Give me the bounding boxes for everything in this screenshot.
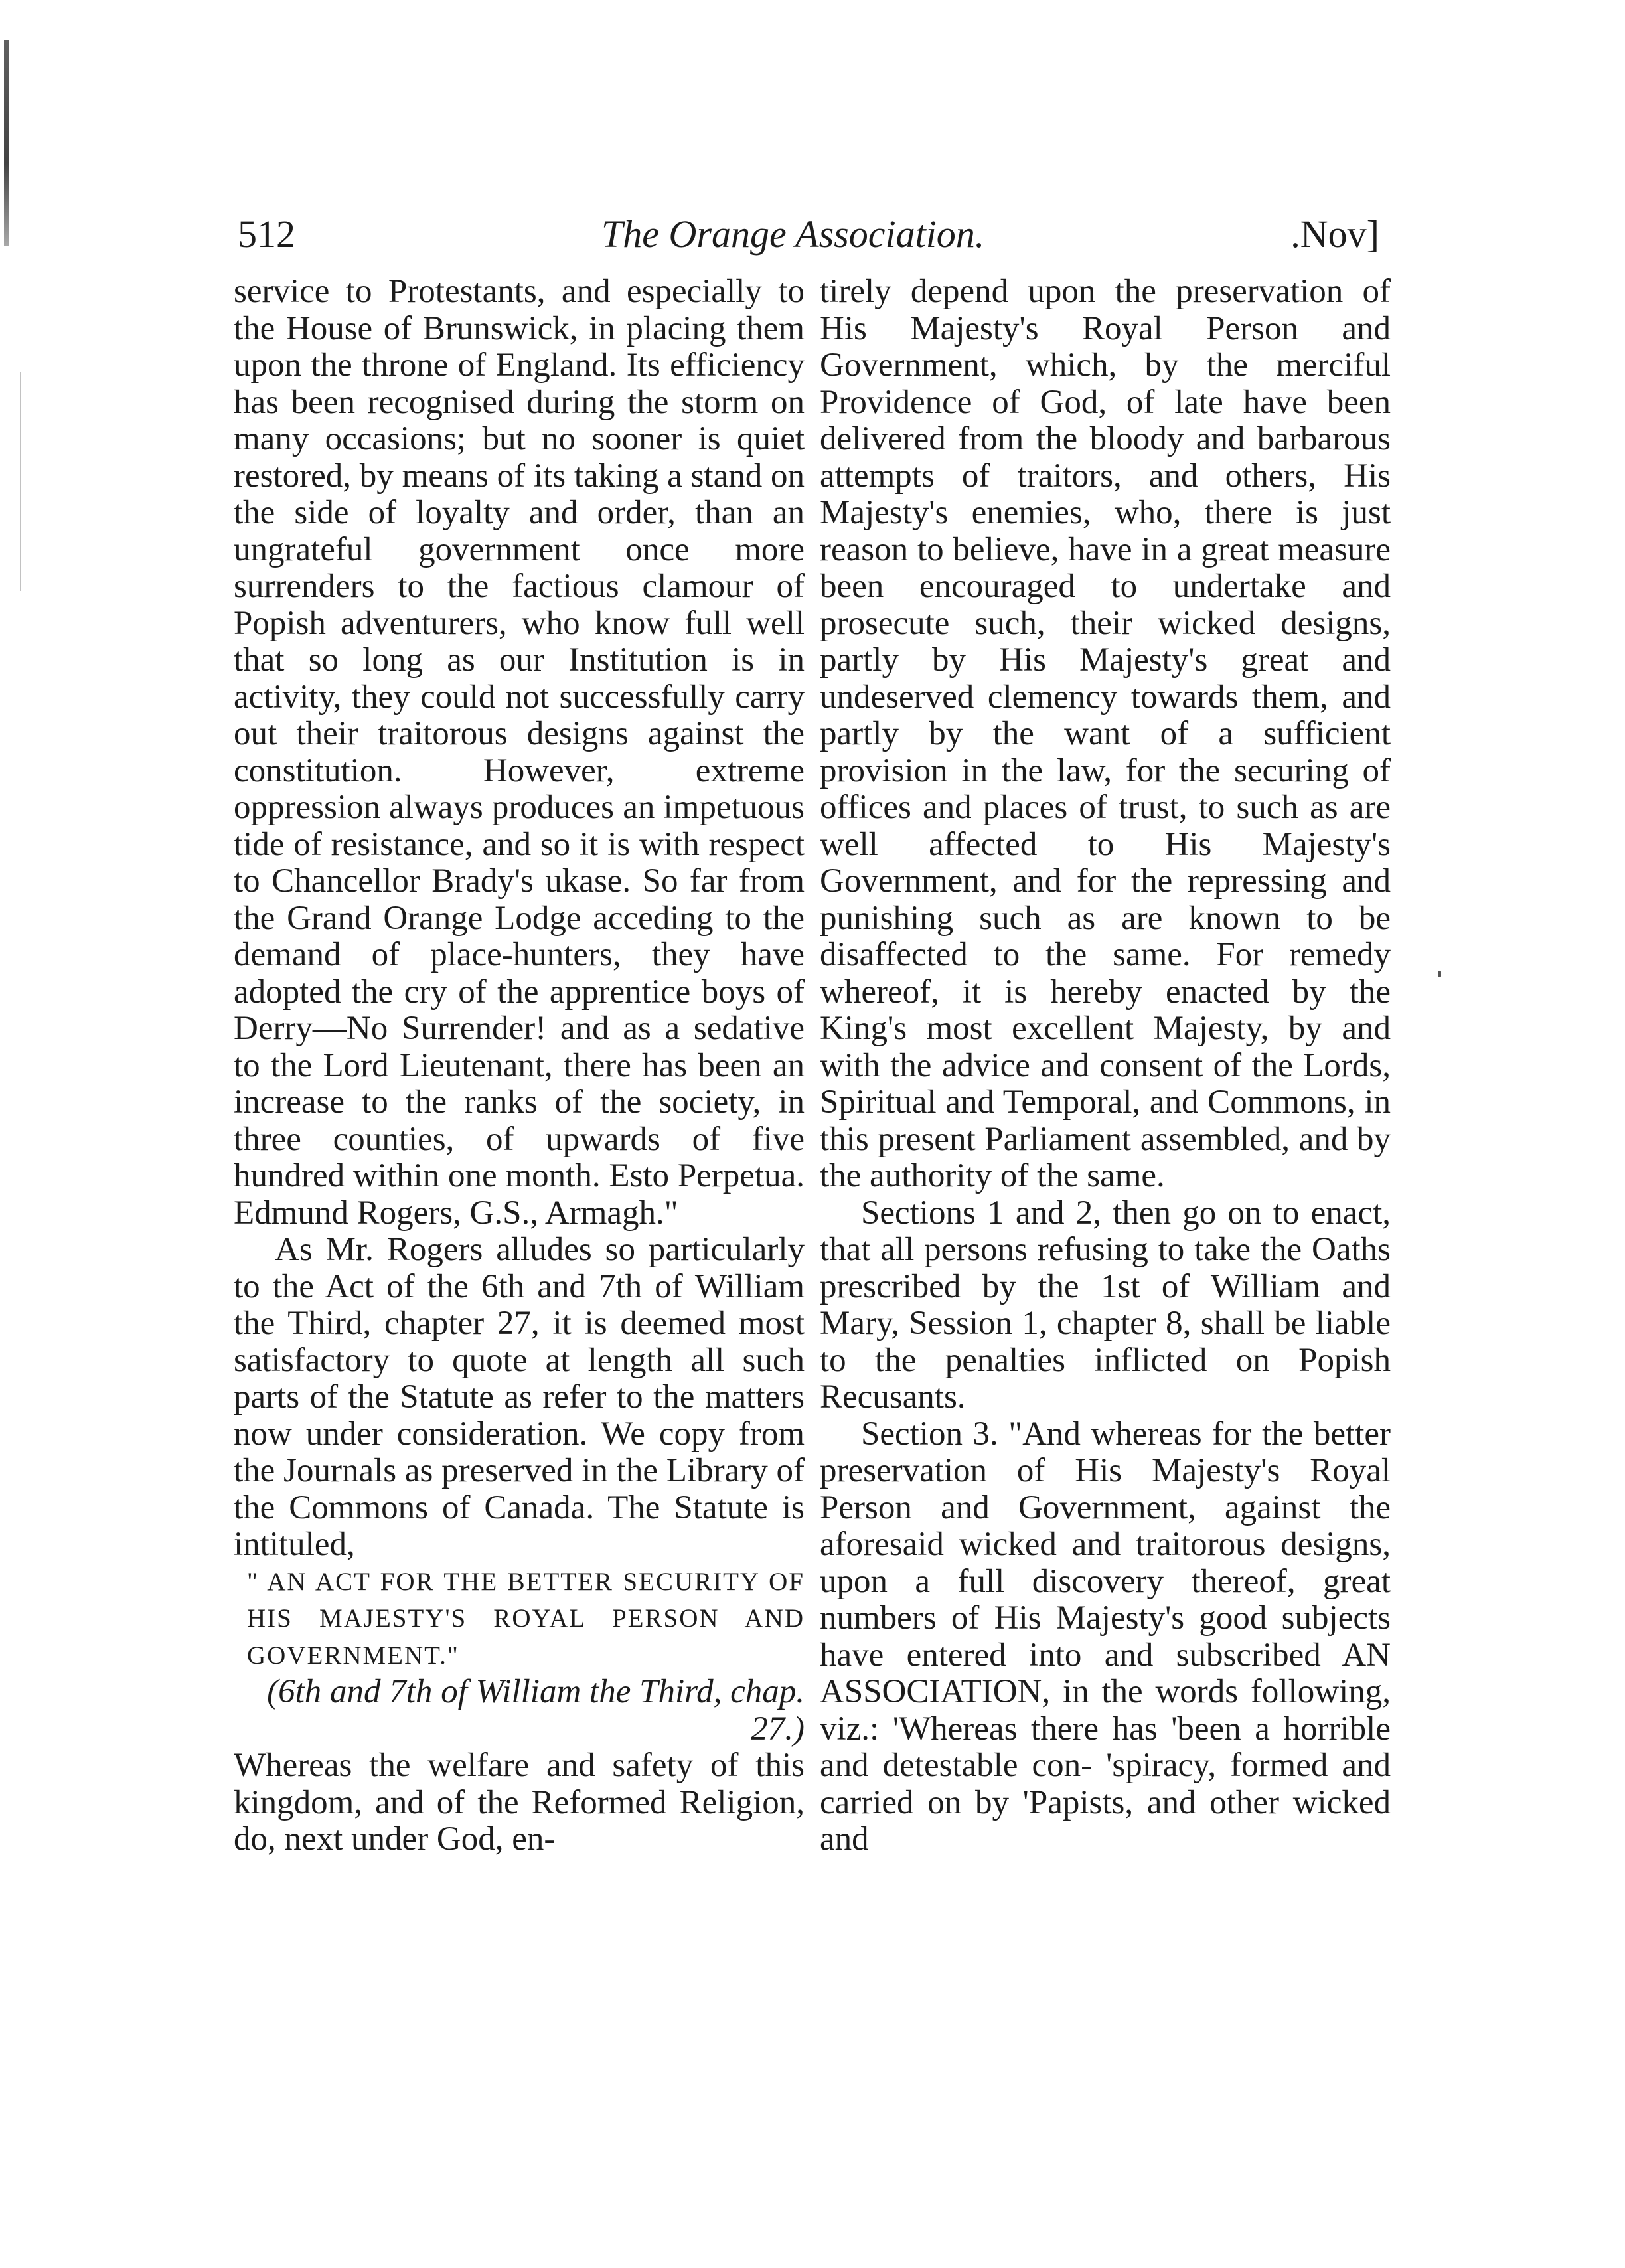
scan-speck: [1438, 971, 1441, 977]
scan-edge-line: [20, 372, 21, 591]
left-column: [234, 274, 805, 1858]
paragraph: service to Protestants, and especially to the House of Brunswick, in placing them upon the throne of England. Its efficiency has been recognised during the storm on many occasions; but no sooner is quiet restored, by means of its taking a stand on the side of loyalty and order, than an ungrateful government once more surrenders to the factious clamour of Popish adventurers, who know full well that so long as our Institution is in activity, they could not successfully carry out their traitorous designs against the constitution. However, extreme oppression always produces an impetuous tide of resistance, and so it is with respect to Chancellor Brady's ukase. So far from the Grand Orange Lodge acceding to the demand of place-hunters, they have adopted the cry of the apprentice boys of Derry—No Surrender! and as a sedative to the Lord Lieutenant, there has been an increase to the ranks of the society, in three counties, of upwards of five hundred within one month. Esto Perpetua. Edmund Rogers, G.S., Armagh.": [234, 273, 805, 1232]
paragraph: tirely depend upon the preservation of His Majesty's Royal Person and Government, which, by the merciful Providence of God, of late have been delivered from the bloody and barbarous attempts of traitors, and others, His Majesty's enemies, who, there is just reason to believe, have in a great measure been encouraged to undertake and prosecute such, their wicked designs, partly by His Majesty's great and undeserved clemency towards them, and partly by the want of a sufficient provision in the law, for the securing of offices and places of trust, to such as are well affected to His Majesty's Government, and for the repressing and punishing such as are known to be disaffected to the same. For remedy whereof, it is hereby enacted by the King's most excellent Majesty, by and with the advice and consent of the Lords, Spiritual and Temporal, and Commons, in this present Parliament assembled, and by the authority of the same.: [820, 273, 1391, 1194]
paragraph: Whereas the welfare and safety of this kingdom, and of the Reformed Religion, do, next under God, en-: [234, 1747, 805, 1858]
paragraph: Section 3. "And whereas for the better preservation of His Majesty's Royal Person and Government, against the aforesaid wicked and traitorous designs, upon a full discovery thereof, great numbers of His Majesty's good subjects have entered into and subscribed AN ASSOCIATION, in the words following, viz.: 'Whereas there has 'been a horrible and detestable con- 'spiracy, formed and carried on by 'Papists, and other wicked and: [820, 1415, 1391, 1858]
statute-date: (6th and 7th of William the Third, chap. 27.): [267, 1673, 805, 1747]
paragraph: Sections 1 and 2, then go on to enact, that all persons refusing to take the Oaths prescribed by the 1st of William and Mary, Session 1, chapter 8, shall be liable to the penalties inflicted on Popish Recusants.: [820, 1194, 1391, 1416]
right-column: [820, 274, 1391, 1858]
running-title: The Orange Association.: [601, 212, 985, 256]
paragraph: As Mr. Rogers alludes so particularly to the Act of the 6th and 7th of William the Third, chapter 27, it is deemed most satisfactory to quote at length all such parts of the Statute as refer to the matters now under consideration. We copy from the Journals as preserved in the Library of the Commons of Canada. The Statute is intituled,: [234, 1231, 805, 1563]
page-number: 512: [238, 212, 295, 256]
scan-edge-shadow: [4, 40, 9, 246]
statute-title: " AN ACT FOR THE BETTER SECURITY OF HIS MAJESTY'S ROYAL PERSON AND GOVERNMENT.": [247, 1567, 805, 1670]
running-header: [238, 211, 1379, 258]
running-date: .Nov]: [1290, 212, 1379, 256]
